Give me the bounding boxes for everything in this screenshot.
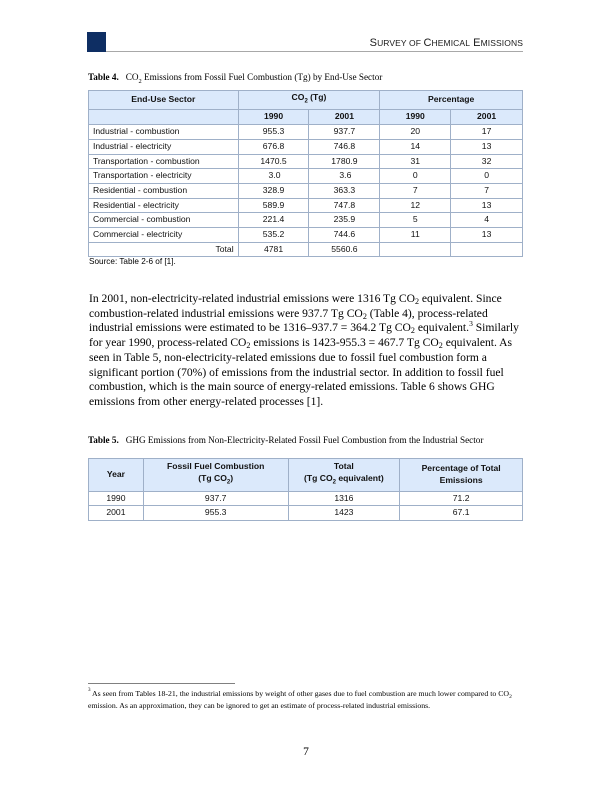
pct-2001-cell: 7 bbox=[451, 183, 523, 198]
co2-1990-cell: 3.0 bbox=[238, 169, 309, 184]
col-header-fossil-fuel-combustion: Fossil Fuel Combustion (Tg $CO_2$) bbox=[143, 459, 288, 492]
running-header-title: SURVEY OF CHEMICAL EMISSIONS bbox=[369, 37, 523, 49]
table-row bbox=[89, 183, 523, 198]
sector-cell: Transportation - electricity bbox=[89, 169, 239, 184]
col-header-blank bbox=[89, 110, 239, 125]
col-header-pct-2001: 2001 bbox=[451, 110, 523, 125]
table4-header-row-2 bbox=[89, 110, 523, 125]
pct-1990-cell: 20 bbox=[380, 125, 451, 140]
footnote-3: $^3$ As seen from Tables 18-21, the industrial emissions by weight of other gases due to fuel combustion are much lower compared to $CO_2$ emission. As an approximation, they can be ignored to get an estimate of process-related industrial emissions. bbox=[88, 687, 512, 711]
pct-1990-cell: 7 bbox=[380, 183, 451, 198]
pct-1990-cell: 31 bbox=[380, 154, 451, 169]
pct-1990-cell: 11 bbox=[380, 228, 451, 243]
table-row bbox=[89, 198, 523, 213]
table5-ghg-emissions bbox=[88, 458, 523, 521]
col-header-percentage-of-total: Percentage of Total Emissions bbox=[400, 459, 523, 492]
pct-2001-cell: 13 bbox=[451, 198, 523, 213]
table5-header-row bbox=[89, 459, 523, 492]
header-logo-square bbox=[87, 32, 106, 52]
col-header-co2: $CO_2$ (Tg) bbox=[238, 91, 380, 110]
total-pct-1990 bbox=[380, 242, 451, 257]
table-row bbox=[89, 228, 523, 243]
sector-cell: Transportation - combustion bbox=[89, 154, 239, 169]
pct-2001-cell: 0 bbox=[451, 169, 523, 184]
year-cell: 2001 bbox=[89, 506, 144, 521]
col-header-total: Total (Tg $CO_2$ equivalent) bbox=[288, 459, 400, 492]
body-paragraph: In 2001, non-electricity-related industrial emissions were 1316 Tg $CO_2$ equivalent. Since combustion-related industrial emissions were 937.7 Tg $CO_2$ (Table 4), process-related industrial emissions were estimated to be 1316–937.7 = 364.2 Tg $CO_2$ equivalent.$^3$ Similarly for year 1990, process-related $CO_2$ emissions is 1423-955.3 = 467.7 Tg $CO_2$ equivalent. As seen in Table 5, non-electricity-related emissions due to fossil fuel combustion form a significant portion (70%) of emissions from the industrial sector. In addition to fossil fuel combustion, which is the main source of energy-related emissions. Table 6 shows GHG emissions from other energy-related processes [1]. bbox=[89, 292, 519, 408]
pct-1990-cell: 14 bbox=[380, 139, 451, 154]
pct-cell: 67.1 bbox=[400, 506, 523, 521]
ffc-cell: 937.7 bbox=[143, 491, 288, 506]
table-row bbox=[89, 491, 523, 506]
total-co2-1990: 4781 bbox=[238, 242, 309, 257]
co2-2001-cell: 747.8 bbox=[309, 198, 380, 213]
co2-1990-cell: 676.8 bbox=[238, 139, 309, 154]
pct-2001-cell: 13 bbox=[451, 228, 523, 243]
table4-caption: Table 4. $CO_2$ Emissions from Fossil Fuel Combustion (Tg) by End-Use Sector bbox=[88, 72, 383, 85]
header-rule bbox=[106, 51, 523, 52]
co2-2001-cell: 1780.9 bbox=[309, 154, 380, 169]
co2-2001-cell: 3.6 bbox=[309, 169, 380, 184]
co2-2001-cell: 744.6 bbox=[309, 228, 380, 243]
table-row bbox=[89, 213, 523, 228]
table-row bbox=[89, 169, 523, 184]
total-pct-2001 bbox=[451, 242, 523, 257]
pct-cell: 71.2 bbox=[400, 491, 523, 506]
co2-1990-cell: 1470.5 bbox=[238, 154, 309, 169]
pct-2001-cell: 13 bbox=[451, 139, 523, 154]
sector-cell: Commercial - combustion bbox=[89, 213, 239, 228]
table-total-row bbox=[89, 242, 523, 257]
pct-1990-cell: 0 bbox=[380, 169, 451, 184]
total-cell: 1316 bbox=[288, 491, 400, 506]
col-header-pct-1990: 1990 bbox=[380, 110, 451, 125]
co2-2001-cell: 746.8 bbox=[309, 139, 380, 154]
table4-co2-by-sector bbox=[88, 90, 523, 257]
col-header-year: Year bbox=[89, 459, 144, 492]
co2-2001-cell: 937.7 bbox=[309, 125, 380, 140]
co2-1990-cell: 955.3 bbox=[238, 125, 309, 140]
table-row bbox=[89, 125, 523, 140]
pct-2001-cell: 4 bbox=[451, 213, 523, 228]
year-cell: 1990 bbox=[89, 491, 144, 506]
pct-1990-cell: 5 bbox=[380, 213, 451, 228]
table-row bbox=[89, 506, 523, 521]
col-header-co2-1990: 1990 bbox=[238, 110, 309, 125]
co2-1990-cell: 535.2 bbox=[238, 228, 309, 243]
co2-1990-cell: 589.9 bbox=[238, 198, 309, 213]
total-label: Total bbox=[89, 242, 239, 257]
table5-caption: Table 5. GHG Emissions from Non-Electricity-Related Fossil Fuel Combustion from the Industrial Sector bbox=[88, 435, 484, 445]
ffc-cell: 955.3 bbox=[143, 506, 288, 521]
sector-cell: Residential - electricity bbox=[89, 198, 239, 213]
footnote-separator bbox=[88, 683, 235, 684]
co2-2001-cell: 363.3 bbox=[309, 183, 380, 198]
co2-1990-cell: 328.9 bbox=[238, 183, 309, 198]
sector-cell: Commercial - electricity bbox=[89, 228, 239, 243]
total-cell: 1423 bbox=[288, 506, 400, 521]
table-row bbox=[89, 154, 523, 169]
pct-2001-cell: 32 bbox=[451, 154, 523, 169]
table-row bbox=[89, 139, 523, 154]
pct-2001-cell: 17 bbox=[451, 125, 523, 140]
footnote-ref-3[interactable]: 3 bbox=[469, 319, 473, 329]
col-header-co2-2001: 2001 bbox=[309, 110, 380, 125]
sector-cell: Industrial - electricity bbox=[89, 139, 239, 154]
total-co2-2001: 5560.6 bbox=[309, 242, 380, 257]
sector-cell: Residential - combustion bbox=[89, 183, 239, 198]
table4-header-row-1 bbox=[89, 91, 523, 110]
col-header-percentage: Percentage bbox=[380, 91, 523, 110]
col-header-sector: End-Use Sector bbox=[89, 91, 239, 110]
co2-2001-cell: 235.9 bbox=[309, 213, 380, 228]
page-number: 7 bbox=[303, 746, 309, 758]
table4-source: Source: Table 2-6 of [1]. bbox=[89, 257, 176, 266]
pct-1990-cell: 12 bbox=[380, 198, 451, 213]
sector-cell: Industrial - combustion bbox=[89, 125, 239, 140]
co2-1990-cell: 221.4 bbox=[238, 213, 309, 228]
